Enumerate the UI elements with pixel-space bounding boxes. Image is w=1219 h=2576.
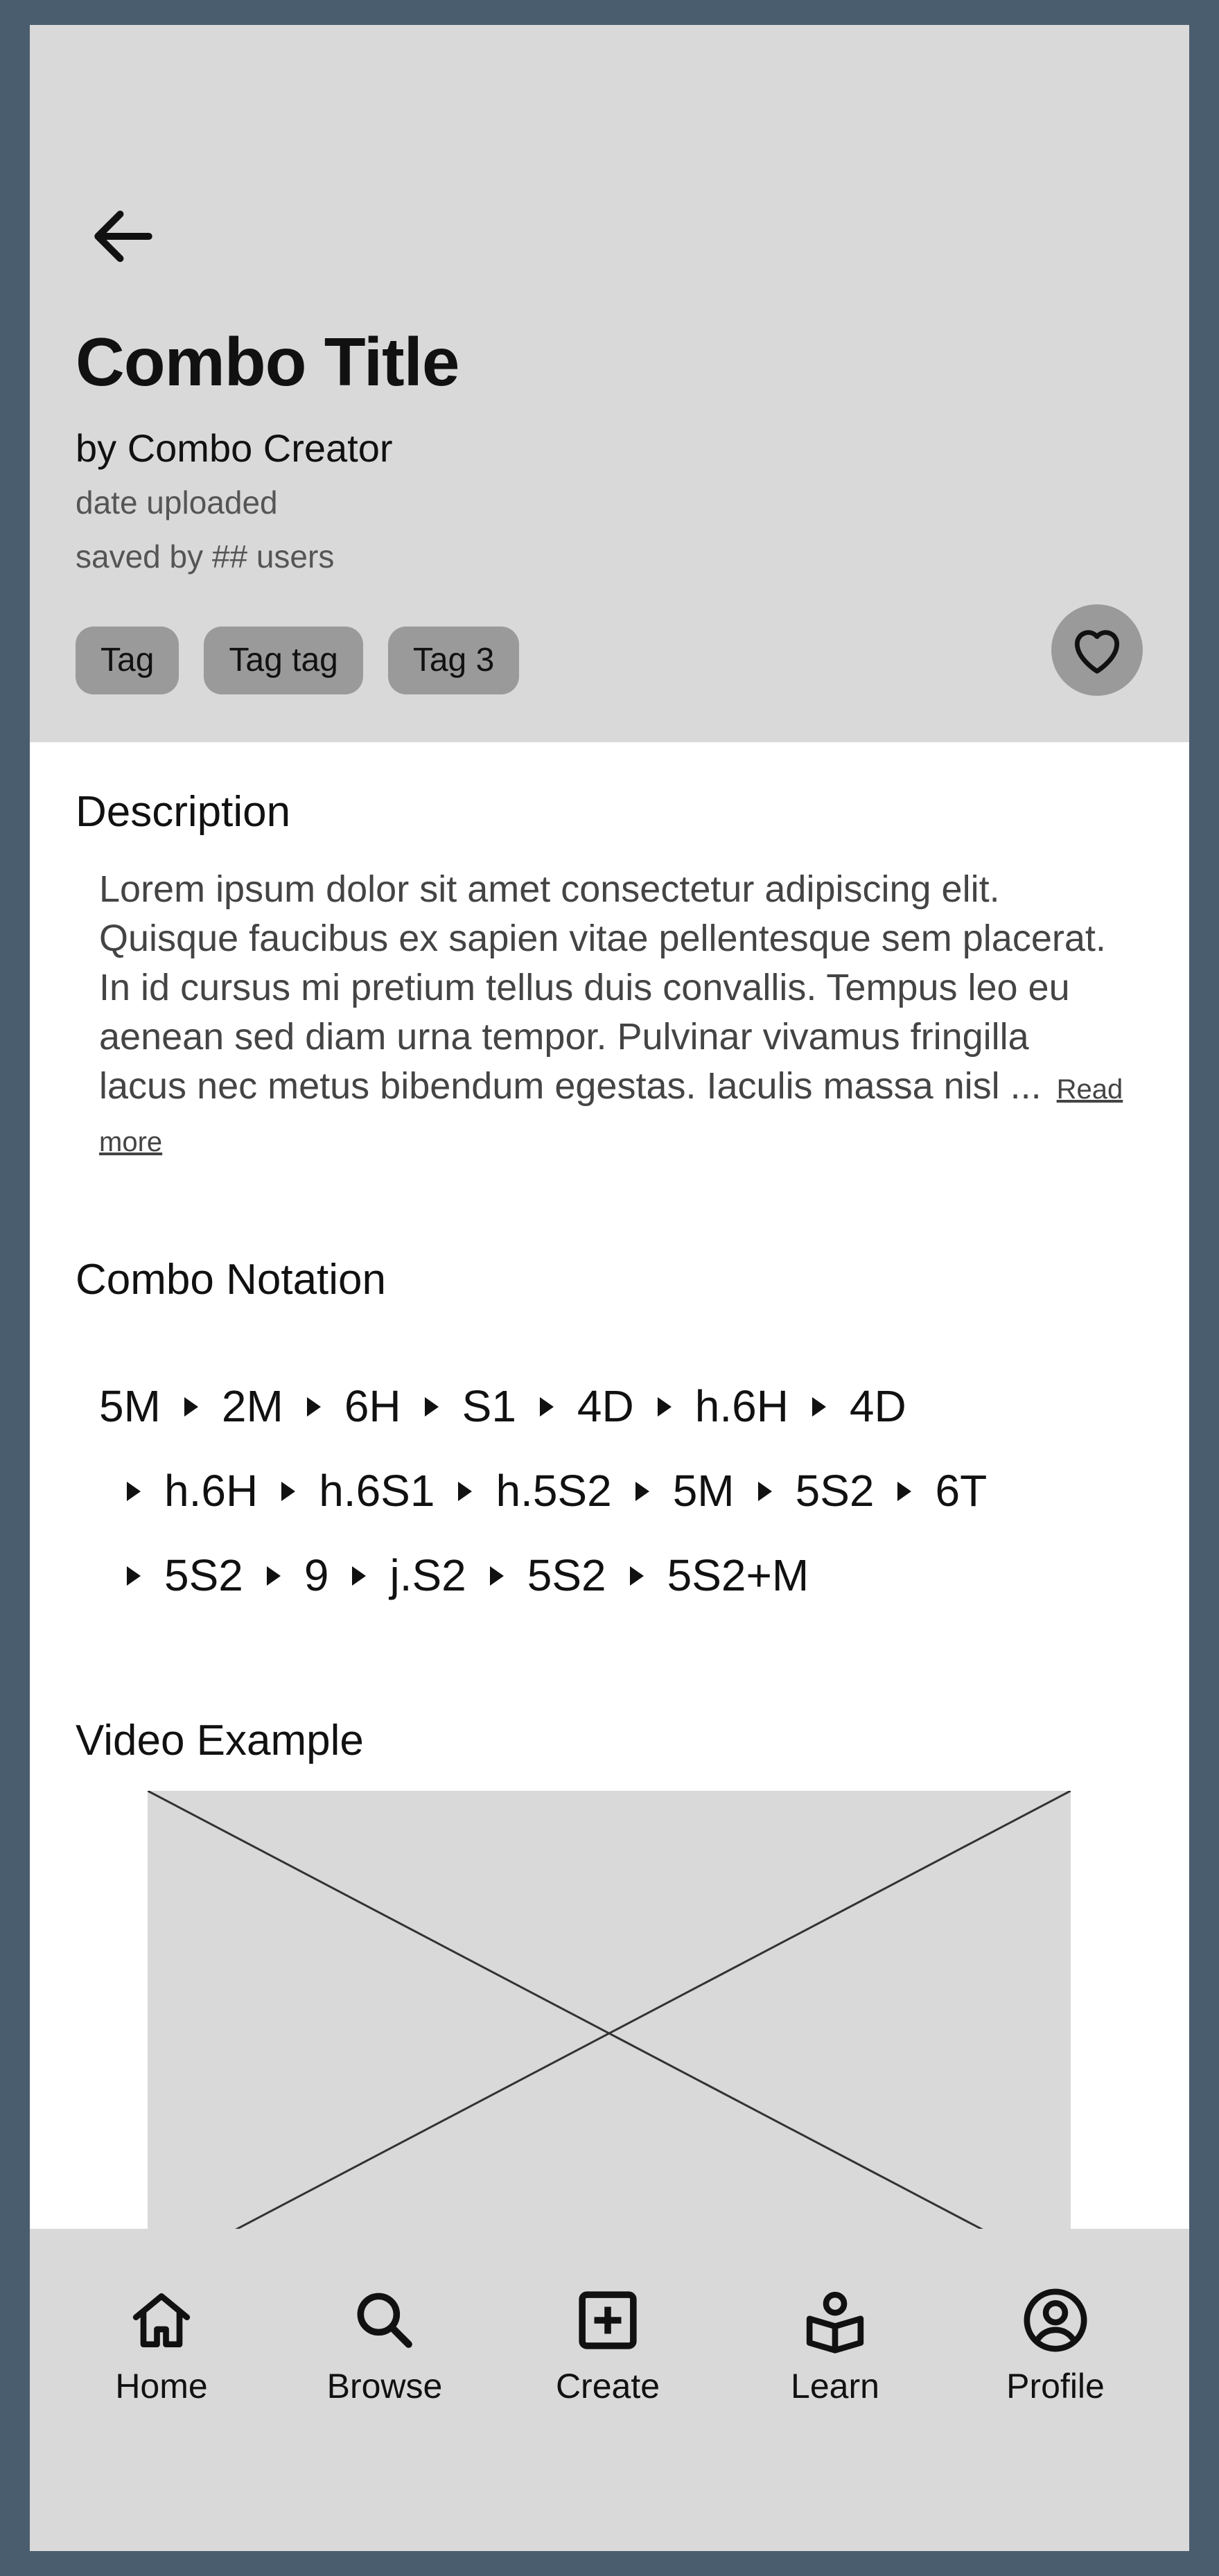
back-button[interactable] bbox=[85, 198, 161, 274]
caret-right-icon bbox=[127, 1566, 141, 1586]
image-placeholder-icon bbox=[148, 1791, 1071, 2276]
combo-notation bbox=[99, 1364, 1152, 1618]
caret-right-icon bbox=[281, 1482, 295, 1501]
heart-icon bbox=[1067, 620, 1127, 680]
caret-right-icon bbox=[758, 1482, 772, 1501]
arrow-left-icon bbox=[85, 198, 161, 274]
caret-right-icon bbox=[267, 1566, 281, 1586]
notation-heading: Combo Notation bbox=[76, 1256, 387, 1304]
notation-step: 6H bbox=[344, 1381, 401, 1431]
nav-profile[interactable] bbox=[965, 2284, 1146, 2406]
nav-home-label: Home bbox=[115, 2367, 208, 2406]
video-placeholder[interactable] bbox=[148, 1791, 1071, 2276]
search-icon bbox=[349, 2284, 421, 2356]
notation-step: S1 bbox=[462, 1381, 516, 1431]
description-body: Lorem ipsum dolor sit amet consectetur adipiscing elit. Quisque faucibus ex sapien vitae pellentesque sem placerat. In id cursus mi pretium tellus duis convallis. Tempus leo eu aenean sed diam urna tempor. Pulvinar vivamus fringilla lacus nec metus bibendum egestas. Iaculis massa nisl ... bbox=[99, 868, 1106, 1107]
caret-right-icon bbox=[425, 1397, 439, 1417]
notation-step: 6T bbox=[935, 1466, 988, 1516]
video-heading: Video Example bbox=[76, 1717, 364, 1764]
favorite-button[interactable] bbox=[1051, 604, 1143, 696]
saved-count: saved by ## users bbox=[76, 538, 335, 575]
notation-step: 4D bbox=[849, 1381, 906, 1431]
description-text bbox=[99, 865, 1125, 1167]
notation-step: 2M bbox=[221, 1381, 283, 1431]
notation-step: h.6H bbox=[164, 1466, 258, 1516]
tag-chip[interactable]: Tag 3 bbox=[388, 627, 519, 694]
combo-title: Combo Title bbox=[76, 324, 459, 400]
caret-right-icon bbox=[540, 1397, 554, 1417]
combo-header bbox=[30, 25, 1189, 742]
caret-right-icon bbox=[127, 1482, 141, 1501]
read-more-link[interactable]: Read more bbox=[99, 1074, 1123, 1157]
notation-step: h.5S2 bbox=[496, 1466, 612, 1516]
tag-list bbox=[76, 627, 519, 694]
combo-creator[interactable]: by Combo Creator bbox=[76, 426, 393, 470]
caret-right-icon bbox=[307, 1397, 321, 1417]
caret-right-icon bbox=[458, 1482, 472, 1501]
nav-create-label: Create bbox=[555, 2367, 660, 2406]
nav-home[interactable] bbox=[71, 2284, 252, 2406]
home-icon bbox=[125, 2284, 198, 2356]
caret-right-icon bbox=[897, 1482, 911, 1501]
notation-step: 5S2+M bbox=[667, 1550, 809, 1600]
nav-learn[interactable] bbox=[745, 2284, 925, 2406]
account-circle-icon bbox=[1019, 2284, 1091, 2356]
caret-right-icon bbox=[490, 1566, 504, 1586]
notation-step: h.6S1 bbox=[319, 1466, 435, 1516]
nav-create[interactable] bbox=[518, 2284, 698, 2406]
caret-right-icon bbox=[635, 1482, 649, 1501]
notation-step: 9 bbox=[304, 1550, 329, 1600]
notation-step: 5M bbox=[672, 1466, 735, 1516]
caret-right-icon bbox=[630, 1566, 644, 1586]
notation-step: h.6H bbox=[694, 1381, 789, 1431]
notation-step: 4D bbox=[577, 1381, 634, 1431]
notation-step: 5M bbox=[99, 1381, 161, 1431]
notation-step: 5S2 bbox=[795, 1466, 875, 1516]
learn-icon bbox=[799, 2284, 871, 2356]
caret-right-icon bbox=[658, 1397, 672, 1417]
caret-right-icon bbox=[812, 1397, 826, 1417]
notation-step: 5S2 bbox=[527, 1550, 606, 1600]
caret-right-icon bbox=[352, 1566, 366, 1586]
phone-screen bbox=[30, 25, 1189, 2551]
notation-step: 5S2 bbox=[164, 1550, 243, 1600]
nav-learn-label: Learn bbox=[791, 2367, 879, 2406]
nav-browse-label: Browse bbox=[326, 2367, 443, 2406]
tag-chip[interactable]: Tag bbox=[76, 627, 179, 694]
tag-chip[interactable]: Tag tag bbox=[204, 627, 362, 694]
nav-profile-label: Profile bbox=[1006, 2367, 1105, 2406]
caret-right-icon bbox=[184, 1397, 198, 1417]
bottom-nav bbox=[30, 2229, 1189, 2551]
add-box-icon bbox=[572, 2284, 644, 2356]
notation-step: j.S2 bbox=[389, 1550, 466, 1600]
nav-browse[interactable] bbox=[295, 2284, 475, 2406]
upload-date: date uploaded bbox=[76, 484, 278, 520]
description-heading: Description bbox=[76, 788, 291, 836]
